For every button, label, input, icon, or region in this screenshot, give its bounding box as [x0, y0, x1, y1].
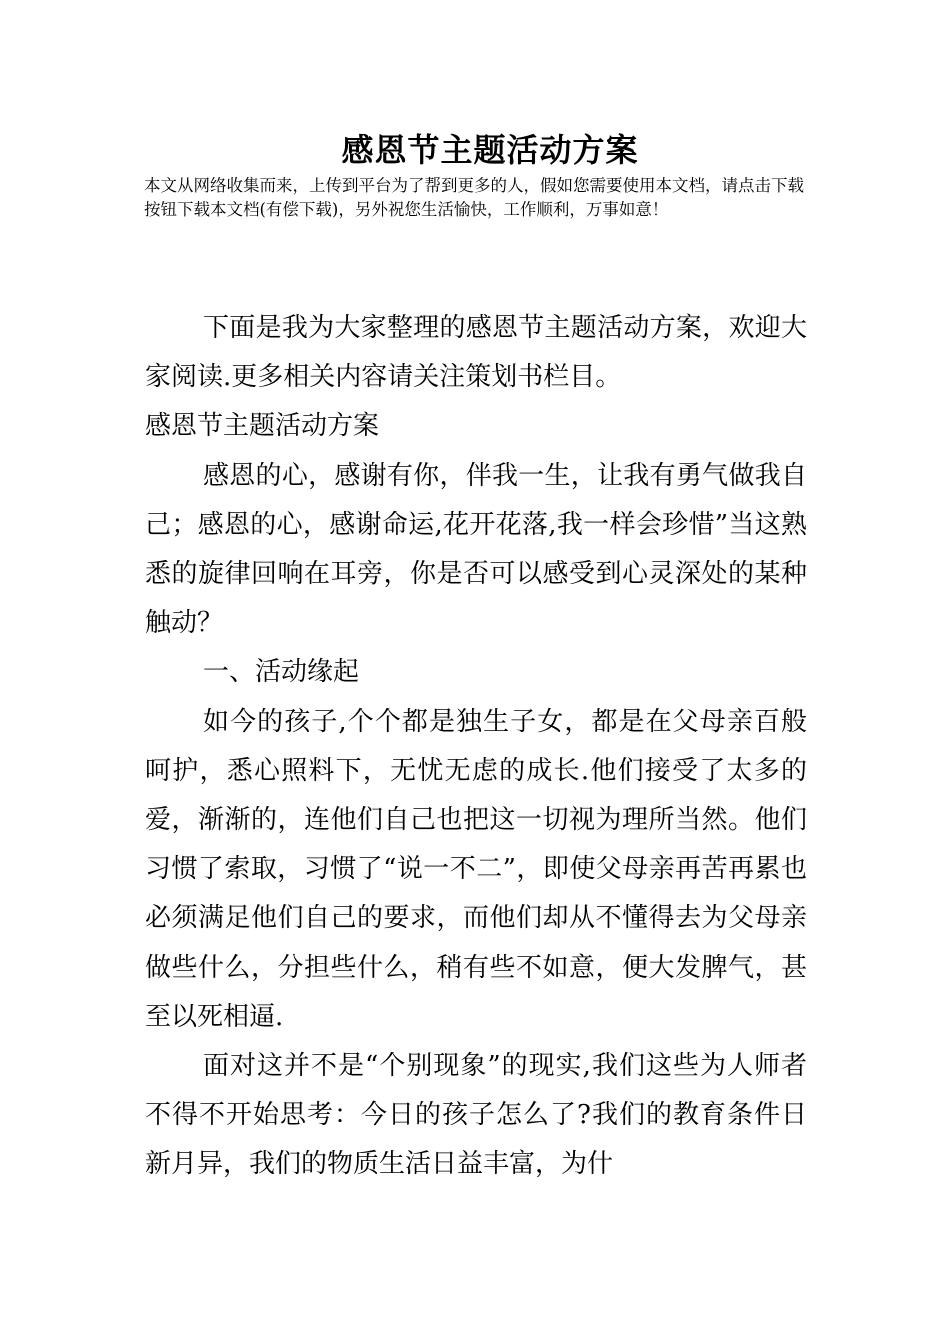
body-paragraph: 面对这并不是“个别现象”的现实,我们这些为人师者不得不开始思考：今日的孩子怎么了?我们的教育条件日新月异，我们的物质生活日益丰富，为什: [145, 1051, 807, 1180]
body-paragraph: 如今的孩子,个个都是独生子女，都是在父母亲百般呵护，悉心照料下，无忧无虑的成长.他们接受了太多的爱，渐渐的，连他们自己也把这一切视为理所当然。他们习惯了索取，习惯了“说一不二”，即使父母亲再苦再累也必须满足他们自己的要求，而他们却从不懂得去为父母亲做些什么，分担些什么，稍有些不如意，便大发脾气，甚至以死相逼.: [145, 706, 807, 1032]
section-heading: 感恩节主题活动方案: [145, 411, 380, 442]
document-body: [145, 304, 807, 1190]
intro-paragraph: 下面是我为大家整理的感恩节主题活动方案，欢迎大家阅读.更多相关内容请关注策划书栏目。: [145, 313, 807, 393]
body-paragraph: 感恩的心，感谢有你，伴我一生，让我有勇气做我自己；感恩的心，感谢命运,花开花落,我一样会珍惜”当这熟悉的旋律回响在耳旁，你是否可以感受到心灵深处的某种触动？: [145, 460, 807, 639]
document-title: 感恩节主题活动方案: [341, 131, 639, 169]
subsection-heading: 一、活动缘起: [203, 657, 360, 688]
download-notice: 本文从网络收集而来，上传到平台为了帮到更多的人，假如您需要使用本文档，请点击下载按钮下载本文档(有偿下载)，另外祝您生活愉快，工作顺利，万事如意！: [144, 176, 804, 219]
